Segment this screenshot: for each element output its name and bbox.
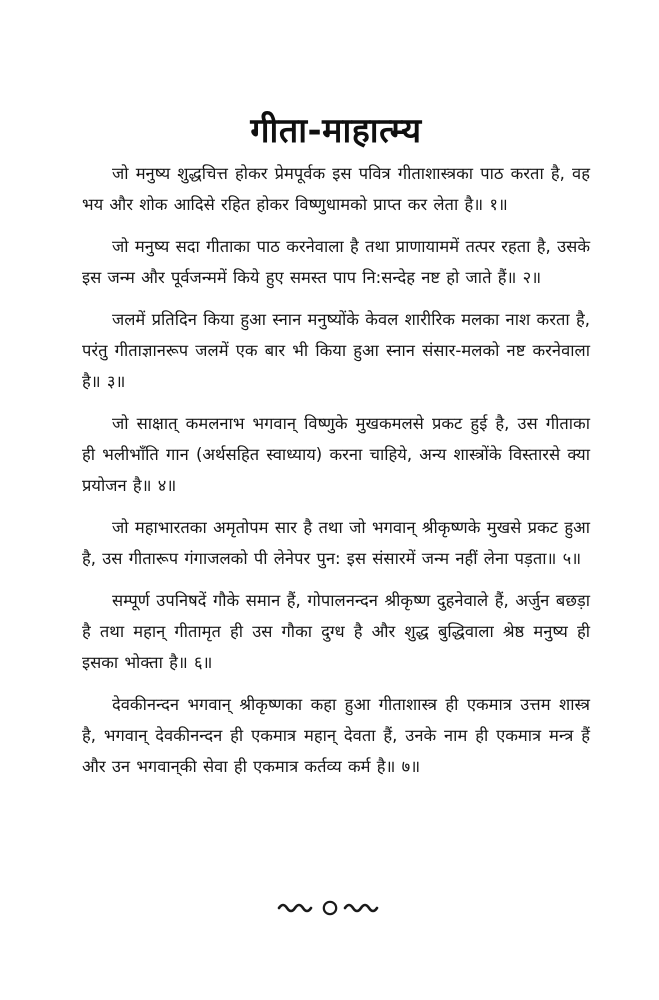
ornament-divider — [0, 897, 659, 921]
page-title: गीता-माहात्म्य — [250, 111, 422, 151]
verse-1: जो मनुष्य शुद्धचित्त होकर प्रेमपूर्वक इस पवित्र गीताशास्त्रका पाठ करता है, वह भय और शोक आदिसे रहित होकर विष्णुधामको प्राप्त कर लेता है॥ १॥ — [82, 164, 590, 214]
tilde-circle-divider-icon — [275, 897, 385, 917]
verse-3: जलमें प्रतिदिन किया हुआ स्नान मनुष्योंके केवल शारीरिक मलका नाश करता है, परंतु गीताज्ञानरूप जलमें एक बार भी किया हुआ स्नान संसार-मलको नष्ट करनेवाला है॥ ३॥ — [82, 310, 590, 391]
page-body — [82, 108, 590, 793]
verse-7: देवकीनन्दन भगवान् श्रीकृष्णका कहा हुआ गीताशास्त्र ही एकमात्र उत्तम शास्त्र है, भगवान् देवकीनन्दन ही एकमात्र महान् देवता हैं, उनके नाम ही एकमात्र मन्त्र हैं और उन भगवान्‌की सेवा ही एकमात्र कर्तव्य कर्म है॥ ७॥ — [82, 695, 590, 776]
verse-5: जो महाभारतका अमृतोपम सार है तथा जो भगवान् श्रीकृष्णके मुखसे प्रकट हुआ है, उस गीतारूप गंगाजलको पी लेनेपर पुन: इस संसारमें जन्म नहीं लेना पड़ता॥ ५॥ — [82, 518, 590, 568]
verse-2: जो मनुष्य सदा गीताका पाठ करनेवाला है तथा प्राणायाममें तत्पर रहता है, उसके इस जन्म और पूर्वजन्ममें किये हुए समस्त पाप नि:सन्देह नष्ट हो जाते हैं॥ २॥ — [82, 237, 590, 287]
verse-4: जो साक्षात् कमलनाभ भगवान् विष्णुके मुखकमलसे प्रकट हुई है, उस गीताका ही भलीभाँति गान (अर्थसहित स्वाध्याय) करना चाहिये, अन्य शास्त्रोंके विस्तारसे क्या प्रयोजन है॥ ४॥ — [82, 414, 590, 495]
verse-6: सम्पूर्ण उपनिषदें गौके समान हैं, गोपालनन्दन श्रीकृष्ण दुहनेवाले हैं, अर्जुन बछड़ा है तथा महान् गीतामृत ही उस गौका दुग्ध है और शुद्ध बुद्धिवाला श्रेष्ठ मनुष्य ही इसका भोक्ता है॥ ६॥ — [82, 591, 590, 672]
